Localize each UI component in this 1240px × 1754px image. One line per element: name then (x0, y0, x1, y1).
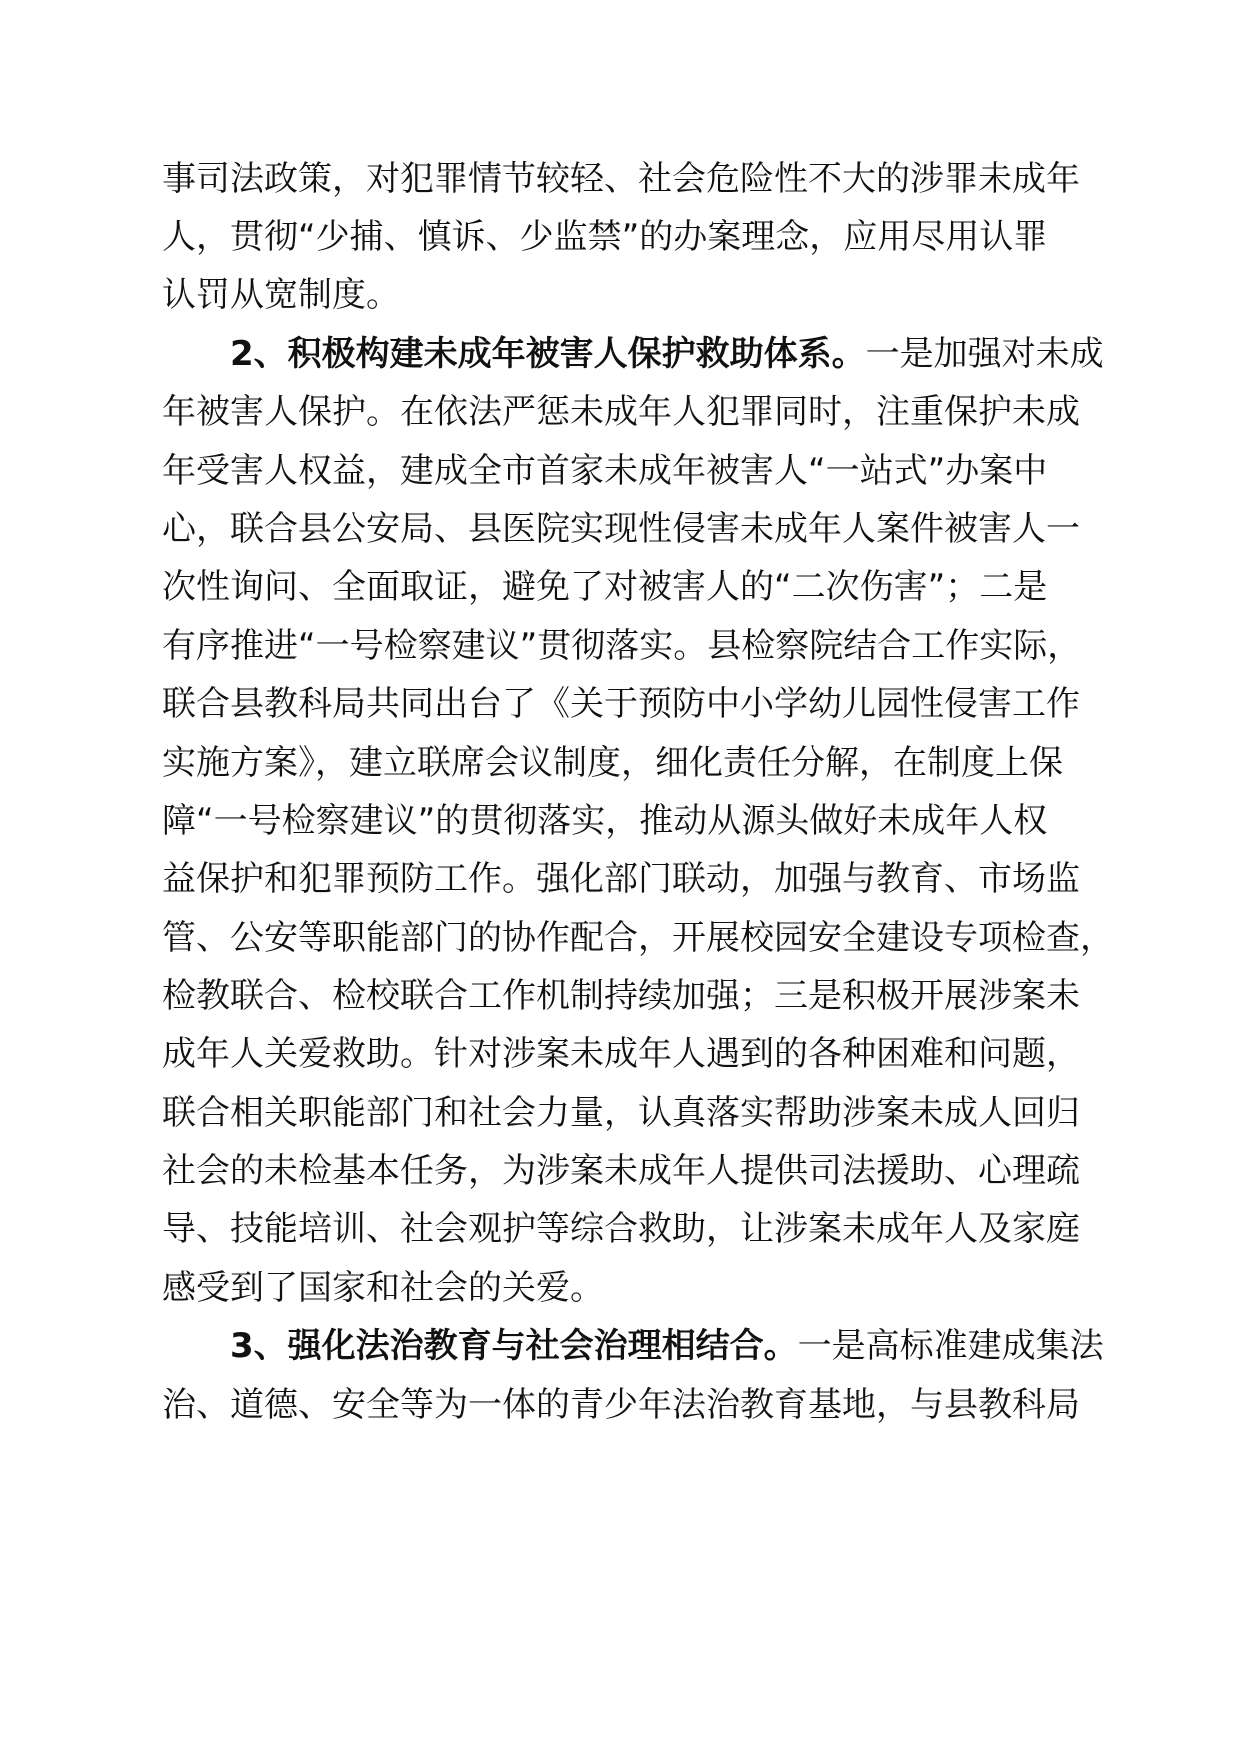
text-line: 管、公安等职能部门的协作配合，开展校园安全建设专项检查， (162, 918, 1114, 958)
text-line: 实施方案》，建立联席会议制度，细化责任分解，在制度上保 (162, 743, 1063, 783)
text-line: 益保护和犯罪预防工作。强化部门联动，加强与教育、市场监 (162, 859, 1080, 899)
text-run: 一是加强对未成 (865, 334, 1104, 374)
text-line: 导、技能培训、社会观护等综合救助，让涉案未成年人及家庭 (162, 1209, 1080, 1249)
paragraph-first-line (230, 1326, 1104, 1366)
text-line: 社会的未检基本任务，为涉案未成年人提供司法援助、心理疏 (162, 1151, 1080, 1191)
text-line: 联合相关职能部门和社会力量，认真落实帮助涉案未成人回归 (162, 1093, 1080, 1133)
section-heading: 3、强化法治教育与社会治理相结合。 (230, 1326, 798, 1366)
section-heading: 2、积极构建未成年被害人保护救助体系。 (230, 334, 866, 374)
text-run: 一是高标准建成集法 (797, 1326, 1104, 1366)
text-line: 检教联合、检校联合工作机制持续加强；三是积极开展涉案未 (162, 976, 1080, 1016)
text-line: 障“一号检察建议”的贯彻落实，推动从源头做好未成年人权 (162, 801, 1048, 841)
text-line: 年受害人权益，建成全市首家未成年被害人“一站式”办案中 (162, 451, 1048, 491)
text-line: 年被害人保护。在依法严惩未成年人犯罪同时，注重保护未成 (162, 392, 1080, 432)
text-line: 感受到了国家和社会的关爱。 (162, 1268, 604, 1308)
text-line: 人，贯彻“少捕、慎诉、少监禁”的办案理念，应用尽用认罪 (162, 217, 1048, 257)
paragraph-first-line (230, 334, 1104, 374)
text-line: 联合县教科局共同出台了《关于预防中小学幼儿园性侵害工作 (162, 684, 1080, 724)
text-line: 认罚从宽制度。 (162, 275, 400, 315)
text-line: 成年人关爱救助。针对涉案未成年人遇到的各种困难和问题， (162, 1034, 1080, 1074)
text-line: 事司法政策，对犯罪情节较轻、社会危险性不大的涉罪未成年 (162, 159, 1080, 199)
text-line: 有序推进“一号检察建议”贯彻落实。县检察院结合工作实际， (162, 626, 1082, 666)
text-line: 心，联合县公安局、县医院实现性侵害未成年人案件被害人一 (162, 509, 1080, 549)
text-line: 次性询问、全面取证，避免了对被害人的“二次伤害”；二是 (162, 567, 1048, 607)
text-line: 治、道德、安全等为一体的青少年法治教育基地，与县教科局 (162, 1385, 1080, 1425)
